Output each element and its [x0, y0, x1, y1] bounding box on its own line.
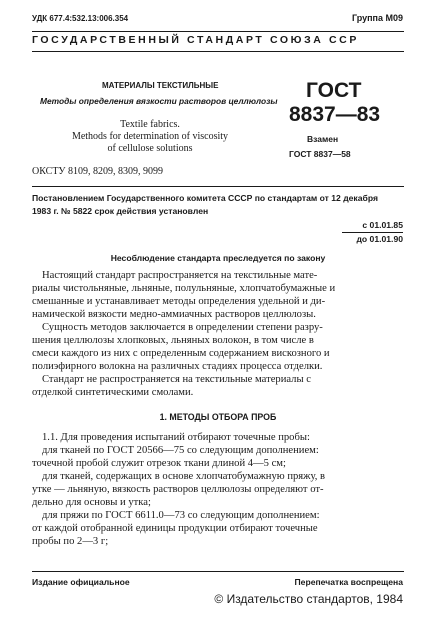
decree-line1: Постановлением Государственного комитета СССР по стандартам от 12 декабря — [32, 193, 378, 203]
intro-line: отделкой синтетическими смолами. — [32, 387, 194, 398]
valid-from: с 01.01.85 — [362, 220, 403, 230]
intro-line: шения целлюлозы хлопковых, льняных волокон, в том числе в — [32, 335, 314, 346]
reprint-prohibited: Перепечатка воспрещена — [294, 577, 403, 587]
replaces-label: Взамен — [307, 134, 339, 144]
section-1-line: точечной пробой служит отрезок ткани длиной 4—5 см; — [32, 458, 286, 469]
validity-rule — [342, 232, 403, 233]
gost-label: ГОСТ — [306, 79, 362, 102]
intro-line: смешанные и устанавливает методы определения удельной и ди- — [32, 296, 326, 307]
section-1-heading: 1. МЕТОДЫ ОТБОРА ПРОБ — [159, 412, 277, 422]
legal-warning: Несоблюдение стандарта преследуется по закону — [110, 253, 326, 263]
decree-line2: 1983 г. № 5822 срок действия установлен — [32, 206, 209, 216]
title-en-line3: of cellulose solutions — [107, 143, 193, 154]
okstu-codes: ОКСТУ 8109, 8209, 8309, 9099 — [32, 166, 164, 177]
title-en-line1: Textile fabrics. — [120, 119, 180, 130]
banner-bottom-rule — [32, 51, 404, 52]
section-1-line: утке — льняную, вязкость растворов целлюлозы определяют от- — [32, 484, 324, 495]
title-en-line2: Methods for determination of viscosity — [71, 131, 229, 142]
intro-line: Стандарт не распространяется на текстильные материалы с — [42, 374, 311, 385]
section-1-line: дельно для основы и утка; — [32, 497, 151, 508]
intro-paragraphs — [32, 269, 404, 399]
intro-line: Сущность методов заключается в определении степени разру- — [42, 322, 323, 333]
intro-line: Настоящий стандарт распространяется на текстильные мате- — [42, 270, 318, 281]
intro-line: намической вязкости медно-аммиачных растворов целлюлозы. — [32, 309, 316, 320]
replaces-value: ГОСТ 8837—58 — [289, 149, 351, 159]
valid-to: до 01.01.90 — [356, 234, 403, 244]
title-ru-sub: Методы определения вязкости растворов целлюлозы — [40, 96, 278, 106]
section-1-line: 1.1. Для проведения испытаний отбирают точечные пробы: — [42, 432, 310, 443]
group-code: Группа М09 — [351, 13, 403, 23]
intro-line: смеси каждого из них с определенным содержанием вискозного и — [32, 348, 330, 359]
copyright-notice: © Издательство стандартов, 1984 — [214, 592, 403, 606]
state-standard-banner: ГОСУДАРСТВЕННЫЙ СТАНДАРТ СОЮЗА ССР — [32, 34, 359, 46]
banner-top-rule — [32, 31, 404, 32]
section-1-body — [32, 431, 404, 548]
section-1-line: пробы по 2—3 г; — [32, 536, 109, 547]
section-1-line: для тканей по ГОСТ 20566—75 со следующим дополнением: — [42, 445, 319, 456]
title-separator — [32, 186, 404, 187]
official-edition: Издание официальное — [32, 577, 130, 587]
section-1-line: для тканей, содержащих в основе хлопчатобумажную пряжу, в — [42, 471, 326, 482]
intro-line: риалы чистольняные, льняные, полульняные, хлопчатобумажные и — [32, 283, 336, 294]
section-1-line: для пряжи по ГОСТ 6611.0—73 со следующим дополнением: — [42, 510, 320, 521]
footer-rule — [32, 571, 404, 572]
section-1-line: от каждой отобранной единицы продукции отбирают точечные — [32, 523, 318, 534]
gost-number: 8837—83 — [289, 103, 381, 126]
intro-line: полиэфирного волокна на различных стадиях процесса отделки. — [32, 361, 323, 372]
udk-code: УДК 677.4:532.13:006.354 — [32, 14, 129, 23]
title-ru-main: МАТЕРИАЛЫ ТЕКСТИЛЬНЫЕ — [102, 81, 219, 90]
